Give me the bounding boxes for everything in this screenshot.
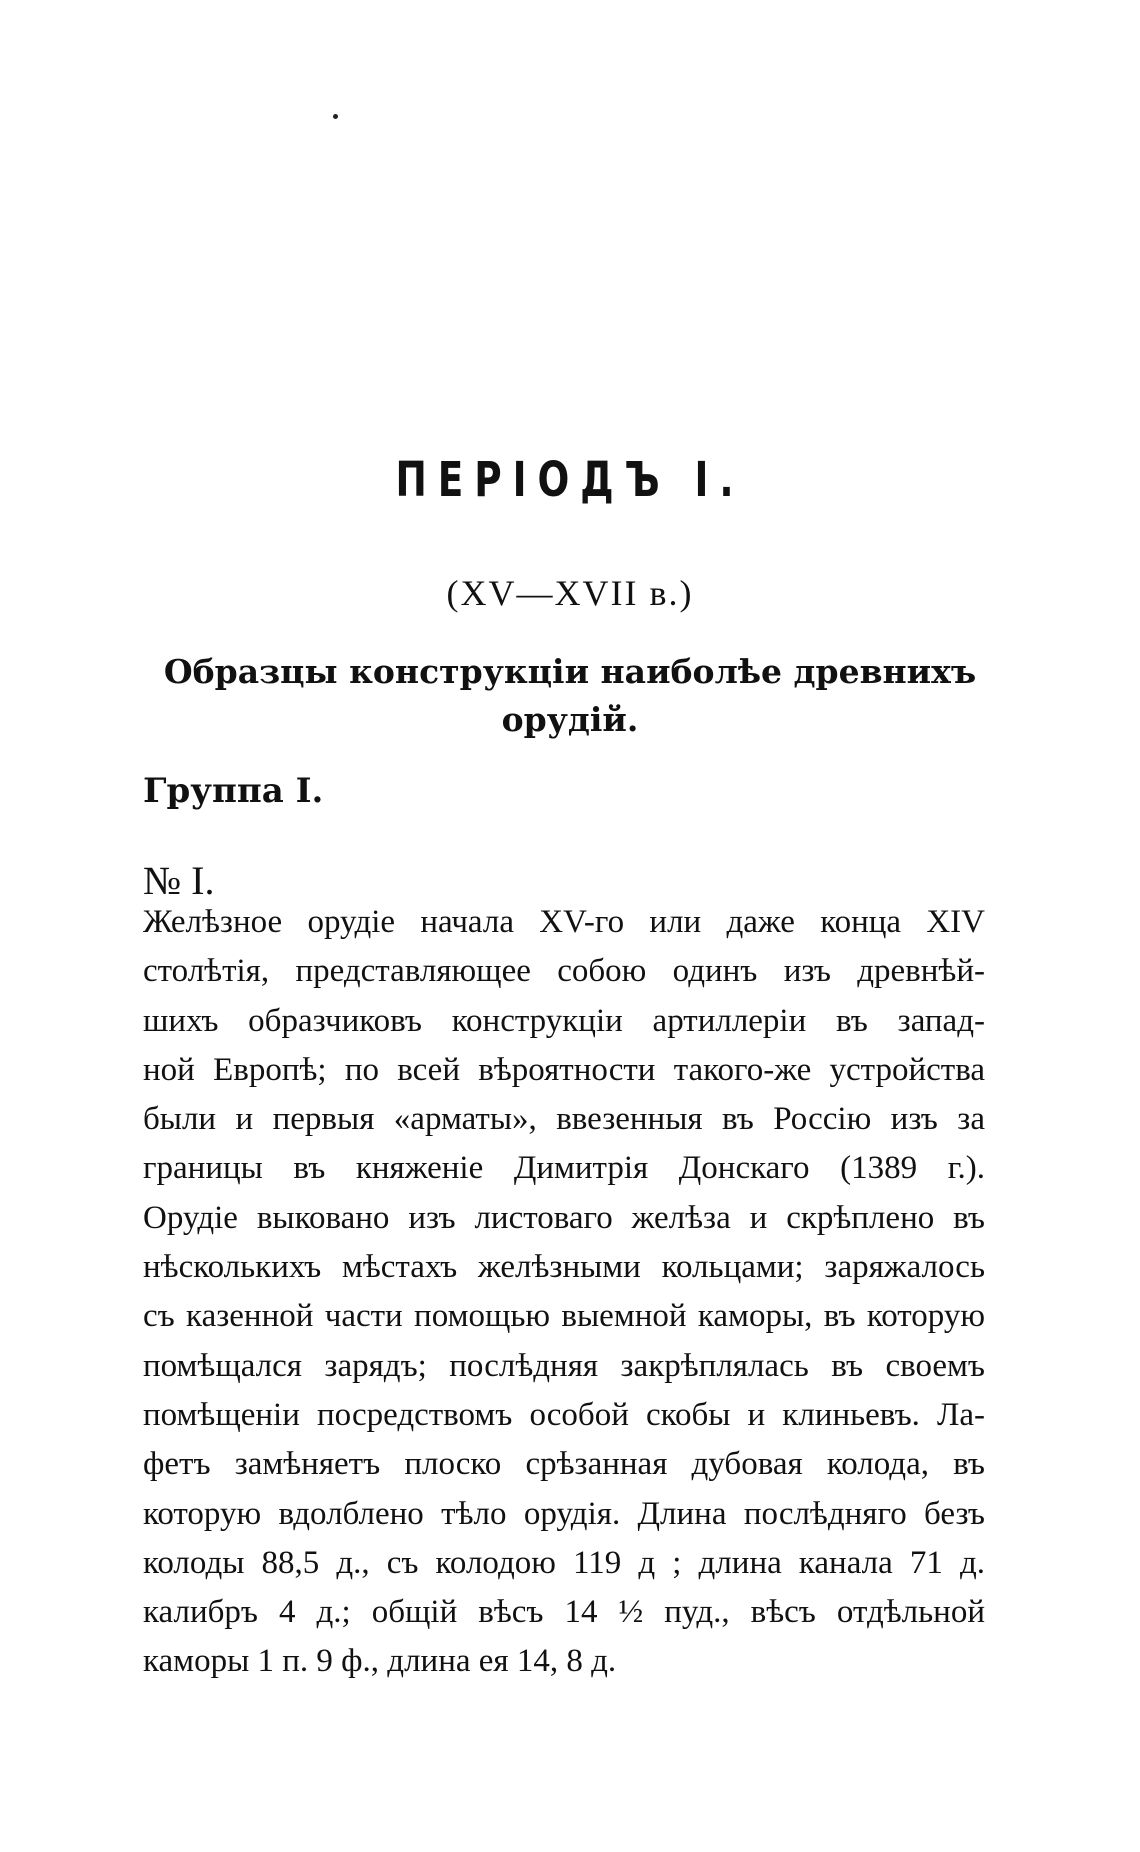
subtitle-line: орудій. <box>501 700 639 739</box>
text-line: Желѣзное орудіе начала XV-го или даже конца XIV <box>143 904 985 940</box>
text-line: фетъ замѣняетъ плоско срѣзанная дубовая колода, въ <box>143 1446 985 1483</box>
text-line: помѣщеніи посредствомъ особой скобы и клиньевъ. Ла- <box>143 1396 985 1433</box>
text-line: каморы 1 п. 9 ф., длина ея 14, 8 д. <box>143 1643 617 1680</box>
item-number: № I. <box>143 858 215 903</box>
text-line: ной Европѣ; по всей вѣроятности такого-же устройства <box>143 1051 985 1088</box>
text-line: Орудіе выковано изъ листоваго желѣза и скрѣплено въ <box>143 1199 985 1236</box>
print-speck <box>333 114 338 119</box>
period-title: ПЕРІОДЪ I. <box>395 452 745 508</box>
group-label: Группа I. <box>143 771 324 811</box>
text-line: помѣщался зарядъ; послѣдняя закрѣплялась въ своемъ <box>143 1347 985 1384</box>
text-line: колоды 88,5 д., съ колодою 119 д ; длина канала 71 д. <box>143 1544 985 1581</box>
subtitle-line: Образцы конструкціи наиболѣе древнихъ <box>163 652 977 691</box>
section-subtitle <box>120 648 1020 744</box>
text-line: границы въ княженіе Димитрія Донскаго (1389 г.). <box>143 1150 985 1187</box>
text-line: нѣсколькихъ мѣстахъ желѣзными кольцами; заряжалось <box>143 1249 985 1286</box>
text-line: калибръ 4 д.; общій вѣсъ 14 ½ пуд., вѣсъ отдѣльной <box>143 1594 985 1631</box>
century-range: (XV—XVII в.) <box>446 573 694 613</box>
item-description <box>143 898 985 1687</box>
text-line: шихъ образчиковъ конструкціи артиллеріи въ запад- <box>143 1002 985 1039</box>
text-line: которую вдолблено тѣло орудія. Длина послѣдняго безъ <box>143 1495 985 1532</box>
text-line: были и первыя «арматы», ввезенныя въ Россію изъ за <box>143 1101 985 1138</box>
text-line: столѣтія, представляющее собою одинъ изъ древнѣй- <box>143 953 985 990</box>
text-line: съ казенной части помощью выемной каморы, въ которую <box>143 1298 985 1335</box>
